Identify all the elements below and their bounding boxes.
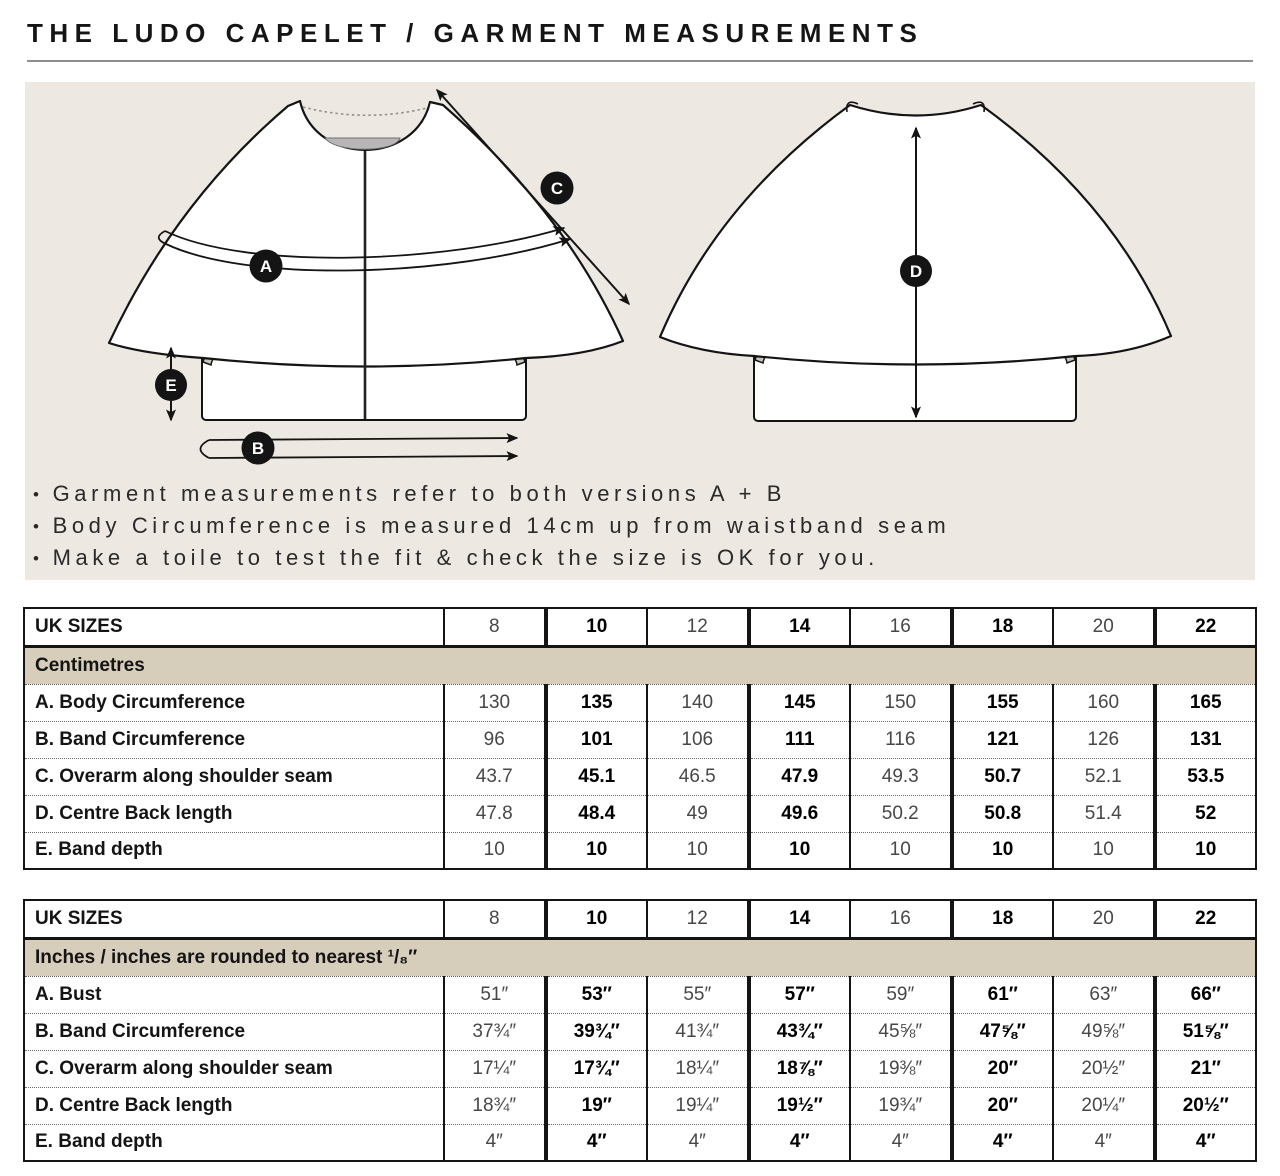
- measurement-value: 4″: [546, 1124, 648, 1161]
- measurement-value: 116: [850, 721, 952, 758]
- measurement-value: 20½″: [1053, 1050, 1155, 1087]
- measurement-value: 18⅞″: [749, 1050, 851, 1087]
- measurement-value: 48.4: [546, 795, 648, 832]
- size-header: 8: [444, 900, 546, 938]
- size-header: 10: [546, 608, 648, 646]
- measurement-value: 52.1: [1053, 758, 1155, 795]
- page-title: THE LUDO CAPELET / GARMENT MEASUREMENTS: [27, 18, 924, 48]
- measurement-value: 10: [749, 832, 851, 869]
- measurement-value: 140: [647, 684, 749, 721]
- measurement-value: 49.3: [850, 758, 952, 795]
- measurement-row-label: A. Body Circumference: [24, 684, 444, 721]
- measurement-value: 160: [1053, 684, 1155, 721]
- measurement-value: 18¼″: [647, 1050, 749, 1087]
- measurement-value: 4″: [749, 1124, 851, 1161]
- measurement-value: 46.5: [647, 758, 749, 795]
- size-header: 14: [749, 900, 851, 938]
- front-view: [109, 90, 629, 465]
- measurement-value: 63″: [1053, 976, 1155, 1013]
- measurement-row: [24, 721, 1256, 758]
- size-header: 22: [1155, 608, 1257, 646]
- title-divider: [27, 60, 1253, 62]
- measurement-row: [24, 795, 1256, 832]
- measurement-row-label: C. Overarm along shoulder seam: [24, 758, 444, 795]
- label-e: [155, 369, 187, 401]
- measurement-value: 53″: [546, 976, 648, 1013]
- measurement-value: 37¾″: [444, 1013, 546, 1050]
- measurement-value: 47.9: [749, 758, 851, 795]
- notes: [33, 478, 1213, 574]
- measurement-value: 10: [647, 832, 749, 869]
- label-b: [242, 432, 275, 465]
- measurement-row-label: E. Band depth: [24, 1124, 444, 1161]
- measurement-value: 59″: [850, 976, 952, 1013]
- measurement-value: 18¾″: [444, 1087, 546, 1124]
- measurement-value: 4″: [952, 1124, 1054, 1161]
- measurement-value: 41¾″: [647, 1013, 749, 1050]
- size-header: 18: [952, 900, 1054, 938]
- measurement-row: [24, 1124, 1256, 1161]
- size-header: 16: [850, 900, 952, 938]
- measurement-value: 19⅜″: [850, 1050, 952, 1087]
- label-d: [900, 255, 932, 287]
- measurement-value: 96: [444, 721, 546, 758]
- measurement-value: 47⅝″: [952, 1013, 1054, 1050]
- size-header: 10: [546, 900, 648, 938]
- label-c: [541, 172, 574, 205]
- measurement-row: [24, 758, 1256, 795]
- measurement-value: 45.1: [546, 758, 648, 795]
- bullet-icon: •: [33, 517, 44, 536]
- measurement-value: 130: [444, 684, 546, 721]
- measurement-row-label: D. Centre Back length: [24, 1087, 444, 1124]
- note-text: Garment measurements refer to both versions A + B: [52, 481, 787, 506]
- measurement-value: 145: [749, 684, 851, 721]
- measurement-value: 19¾″: [850, 1087, 952, 1124]
- size-header: 12: [647, 900, 749, 938]
- note-text: Body Circumference is measured 14cm up from waistband seam: [52, 513, 951, 538]
- measurement-value: 10: [1053, 832, 1155, 869]
- measurement-value: 21″: [1155, 1050, 1257, 1087]
- measurement-value: 50.2: [850, 795, 952, 832]
- measurement-value: 111: [749, 721, 851, 758]
- measurement-value: 43.7: [444, 758, 546, 795]
- svg-text:A: A: [259, 257, 273, 276]
- measurement-value: 10: [444, 832, 546, 869]
- svg-text:D: D: [909, 262, 923, 281]
- measurement-value: 17¾″: [546, 1050, 648, 1087]
- measurement-value: 131: [1155, 721, 1257, 758]
- measurement-value: 61″: [952, 976, 1054, 1013]
- label-a: [250, 250, 283, 283]
- measurement-row: [24, 976, 1256, 1013]
- measurement-value: 19½″: [749, 1087, 851, 1124]
- centimetres-table-container: [23, 607, 1257, 870]
- note-line: [33, 478, 1213, 510]
- measurement-row: [24, 1013, 1256, 1050]
- size-header: 22: [1155, 900, 1257, 938]
- measurement-value: 50.7: [952, 758, 1054, 795]
- measurement-value: 4″: [1053, 1124, 1155, 1161]
- note-line: [33, 510, 1213, 542]
- measurement-value: 155: [952, 684, 1054, 721]
- front-neck-facing-dashed-line: [303, 107, 427, 115]
- measurement-value: 50.8: [952, 795, 1054, 832]
- size-header: 12: [647, 608, 749, 646]
- measurement-value: 20½″: [1155, 1087, 1257, 1124]
- measurement-value: 47.8: [444, 795, 546, 832]
- measurement-value: 20¼″: [1053, 1087, 1155, 1124]
- measurement-row: [24, 832, 1256, 869]
- measurement-value: 49.6: [749, 795, 851, 832]
- measurement-value: 165: [1155, 684, 1257, 721]
- measurement-value: 43¾″: [749, 1013, 851, 1050]
- bullet-icon: •: [33, 485, 44, 504]
- size-header: 8: [444, 608, 546, 646]
- unit-band-label: Centimetres: [24, 646, 1256, 684]
- note-text: Make a toile to test the fit & check the size is OK for you.: [52, 545, 879, 570]
- inches-table-container: [23, 899, 1257, 1162]
- measurement-value: 19¼″: [647, 1087, 749, 1124]
- measurement-value: 121: [952, 721, 1054, 758]
- measurement-row-label: B. Band Circumference: [24, 721, 444, 758]
- measurement-value: 4″: [647, 1124, 749, 1161]
- svg-text:B: B: [251, 439, 265, 458]
- measurement-value: 135: [546, 684, 648, 721]
- measurement-row: [24, 1050, 1256, 1087]
- unit-band-label: Inches / inches are rounded to nearest ¹/₈″: [24, 938, 1256, 976]
- measurement-value: 57″: [749, 976, 851, 1013]
- measurement-value: 10: [546, 832, 648, 869]
- measurement-row: [24, 684, 1256, 721]
- measurement-table: [23, 607, 1257, 870]
- size-header: 16: [850, 608, 952, 646]
- back-view: [660, 102, 1171, 421]
- svg-text:C: C: [550, 179, 564, 198]
- measurement-value: 45⅝″: [850, 1013, 952, 1050]
- measurement-value: 101: [546, 721, 648, 758]
- measurement-value: 10: [952, 832, 1054, 869]
- measurement-row-label: E. Band depth: [24, 832, 444, 869]
- measurement-value: 106: [647, 721, 749, 758]
- uk-sizes-header: UK SIZES: [24, 900, 444, 938]
- measurement-row-label: C. Overarm along shoulder seam: [24, 1050, 444, 1087]
- measurement-value: 10: [1155, 832, 1257, 869]
- measurement-value: 51⅝″: [1155, 1013, 1257, 1050]
- measurement-value: 20″: [952, 1087, 1054, 1124]
- measurement-row-label: B. Band Circumference: [24, 1013, 444, 1050]
- measurement-table: [23, 899, 1257, 1162]
- measurement-value: 66″: [1155, 976, 1257, 1013]
- measurement-value: 55″: [647, 976, 749, 1013]
- measurement-value: 10: [850, 832, 952, 869]
- size-header: 14: [749, 608, 851, 646]
- measurement-value: 20″: [952, 1050, 1054, 1087]
- measurement-value: 39¾″: [546, 1013, 648, 1050]
- bullet-icon: •: [33, 549, 44, 568]
- measurement-value: 19″: [546, 1087, 648, 1124]
- measurement-value: 49: [647, 795, 749, 832]
- measurement-value: 126: [1053, 721, 1155, 758]
- measurement-value: 49⅝″: [1053, 1013, 1155, 1050]
- measurement-value: 4″: [1155, 1124, 1257, 1161]
- measurement-value: 51″: [444, 976, 546, 1013]
- measurement-row-label: A. Bust: [24, 976, 444, 1013]
- measurement-value: 4″: [850, 1124, 952, 1161]
- size-header: 20: [1053, 900, 1155, 938]
- measurement-value: 51.4: [1053, 795, 1155, 832]
- measurement-value: 17¼″: [444, 1050, 546, 1087]
- uk-sizes-header: UK SIZES: [24, 608, 444, 646]
- measurement-row-label: D. Centre Back length: [24, 795, 444, 832]
- measurement-value: 4″: [444, 1124, 546, 1161]
- size-header: 18: [952, 608, 1054, 646]
- svg-text:E: E: [165, 376, 177, 395]
- size-header: 20: [1053, 608, 1155, 646]
- measurement-value: 52: [1155, 795, 1257, 832]
- note-line: [33, 542, 1213, 574]
- measurement-value: 53.5: [1155, 758, 1257, 795]
- measurement-value: 150: [850, 684, 952, 721]
- measurement-row: [24, 1087, 1256, 1124]
